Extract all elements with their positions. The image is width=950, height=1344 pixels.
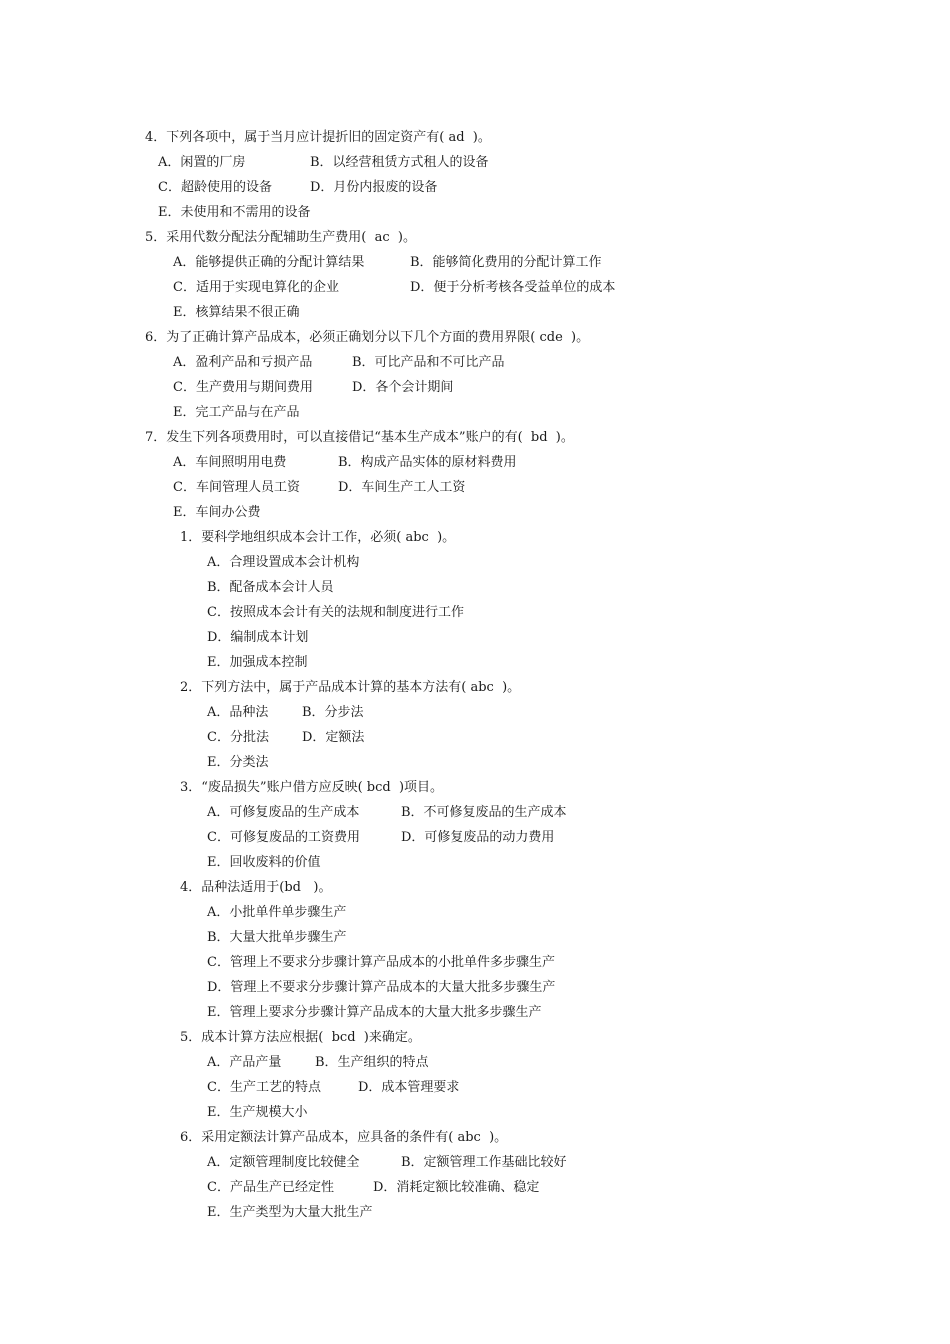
answer-option: B．以经营租赁方式租人的设备 xyxy=(310,155,489,170)
answer-option: D．可修复废品的动力费用 xyxy=(401,830,555,845)
answer-option: E．生产类型为大量大批生产 xyxy=(207,1205,373,1220)
answer-option: B．构成产品实体的原材料费用 xyxy=(338,455,517,470)
answer-option: B．不可修复废品的生产成本 xyxy=(401,805,567,820)
answer-option: C．适用于实现电算化的企业 xyxy=(173,280,339,295)
question-text: 3．“废品损失”账户借方应反映( bcd )项目。 xyxy=(180,780,444,795)
answer-option: D．便于分析考核各受益单位的成本 xyxy=(410,280,616,295)
answer-option: A．盈利产品和亏损产品 xyxy=(173,355,313,370)
answer-option: D．编制成本计划 xyxy=(207,630,309,645)
answer-option: E．回收废料的价值 xyxy=(207,855,321,870)
answer-option: C．管理上不要求分步骤计算产品成本的小批单件多步骤生产 xyxy=(207,955,555,970)
question-text: 5．成本计算方法应根据( bcd )来确定。 xyxy=(180,1030,421,1045)
answer-option: B．能够简化费用的分配计算工作 xyxy=(410,255,602,270)
answer-option: B．可比产品和不可比产品 xyxy=(352,355,505,370)
answer-option: E．生产规模大小 xyxy=(207,1105,308,1120)
answer-option: D．定额法 xyxy=(302,730,365,745)
answer-option: E．核算结果不很正确 xyxy=(173,305,300,320)
question-text: 4．品种法适用于(bd )。 xyxy=(180,880,332,895)
answer-option: B．配备成本会计人员 xyxy=(207,580,334,595)
answer-option: D．管理上不要求分步骤计算产品成本的大量大批多步骤生产 xyxy=(207,980,556,995)
answer-option: B．分步法 xyxy=(302,705,364,720)
answer-option: A．小批单件单步骤生产 xyxy=(207,905,347,920)
answer-option: A．闲置的厂房 xyxy=(158,155,246,170)
answer-option: E．未使用和不需用的设备 xyxy=(158,205,311,220)
answer-option: B．大量大批单步骤生产 xyxy=(207,930,347,945)
answer-option: A．定额管理制度比较健全 xyxy=(207,1155,360,1170)
answer-option: D．月份内报废的设备 xyxy=(310,180,438,195)
answer-option: A．可修复废品的生产成本 xyxy=(207,805,360,820)
question-text: 6．为了正确计算产品成本，必须正确划分以下几个方面的费用界限( cde )。 xyxy=(145,330,590,345)
answer-option: B．生产组织的特点 xyxy=(315,1055,429,1070)
answer-option: A．产品产量 xyxy=(207,1055,282,1070)
answer-option: C．超龄使用的设备 xyxy=(158,180,272,195)
answer-option: E．加强成本控制 xyxy=(207,655,308,670)
answer-option: A．合理设置成本会计机构 xyxy=(207,555,360,570)
answer-option: D．车间生产工人工资 xyxy=(338,480,466,495)
answer-option: D．成本管理要求 xyxy=(358,1080,460,1095)
question-text: 2．下列方法中，属于产品成本计算的基本方法有( abc )。 xyxy=(180,680,521,695)
answer-option: A．品种法 xyxy=(207,705,269,720)
answer-option: D．各个会计期间 xyxy=(352,380,454,395)
answer-option: C．分批法 xyxy=(207,730,269,745)
question-text: 5．采用代数分配法分配辅助生产费用( ac )。 xyxy=(145,230,416,245)
answer-option: E．分类法 xyxy=(207,755,269,770)
answer-option: C．产品生产已经定性 xyxy=(207,1180,334,1195)
answer-option: C．按照成本会计有关的法规和制度进行工作 xyxy=(207,605,464,620)
answer-option: C．生产工艺的特点 xyxy=(207,1080,321,1095)
question-text: 4．下列各项中，属于当月应计提折旧的固定资产有( ad )。 xyxy=(145,130,491,145)
question-text: 1．要科学地组织成本会计工作，必须( abc )。 xyxy=(180,530,456,545)
answer-option: C．车间管理人员工资 xyxy=(173,480,300,495)
question-text: 6．采用定额法计算产品成本，应具备的条件有( abc )。 xyxy=(180,1130,508,1145)
answer-option: E．完工产品与在产品 xyxy=(173,405,300,420)
question-text: 7．发生下列各项费用时，可以直接借记“基本生产成本”账户的有( bd )。 xyxy=(145,430,574,445)
answer-option: C．生产费用与期间费用 xyxy=(173,380,313,395)
answer-option: E．车间办公费 xyxy=(173,505,261,520)
answer-option: A．车间照明用电费 xyxy=(173,455,287,470)
answer-option: C．可修复废品的工资费用 xyxy=(207,830,360,845)
answer-option: D．消耗定额比较准确、稳定 xyxy=(373,1180,540,1195)
answer-option: B．定额管理工作基础比较好 xyxy=(401,1155,567,1170)
answer-option: A．能够提供正确的分配计算结果 xyxy=(173,255,365,270)
answer-option: E．管理上要求分步骤计算产品成本的大量大批多步骤生产 xyxy=(207,1005,542,1020)
